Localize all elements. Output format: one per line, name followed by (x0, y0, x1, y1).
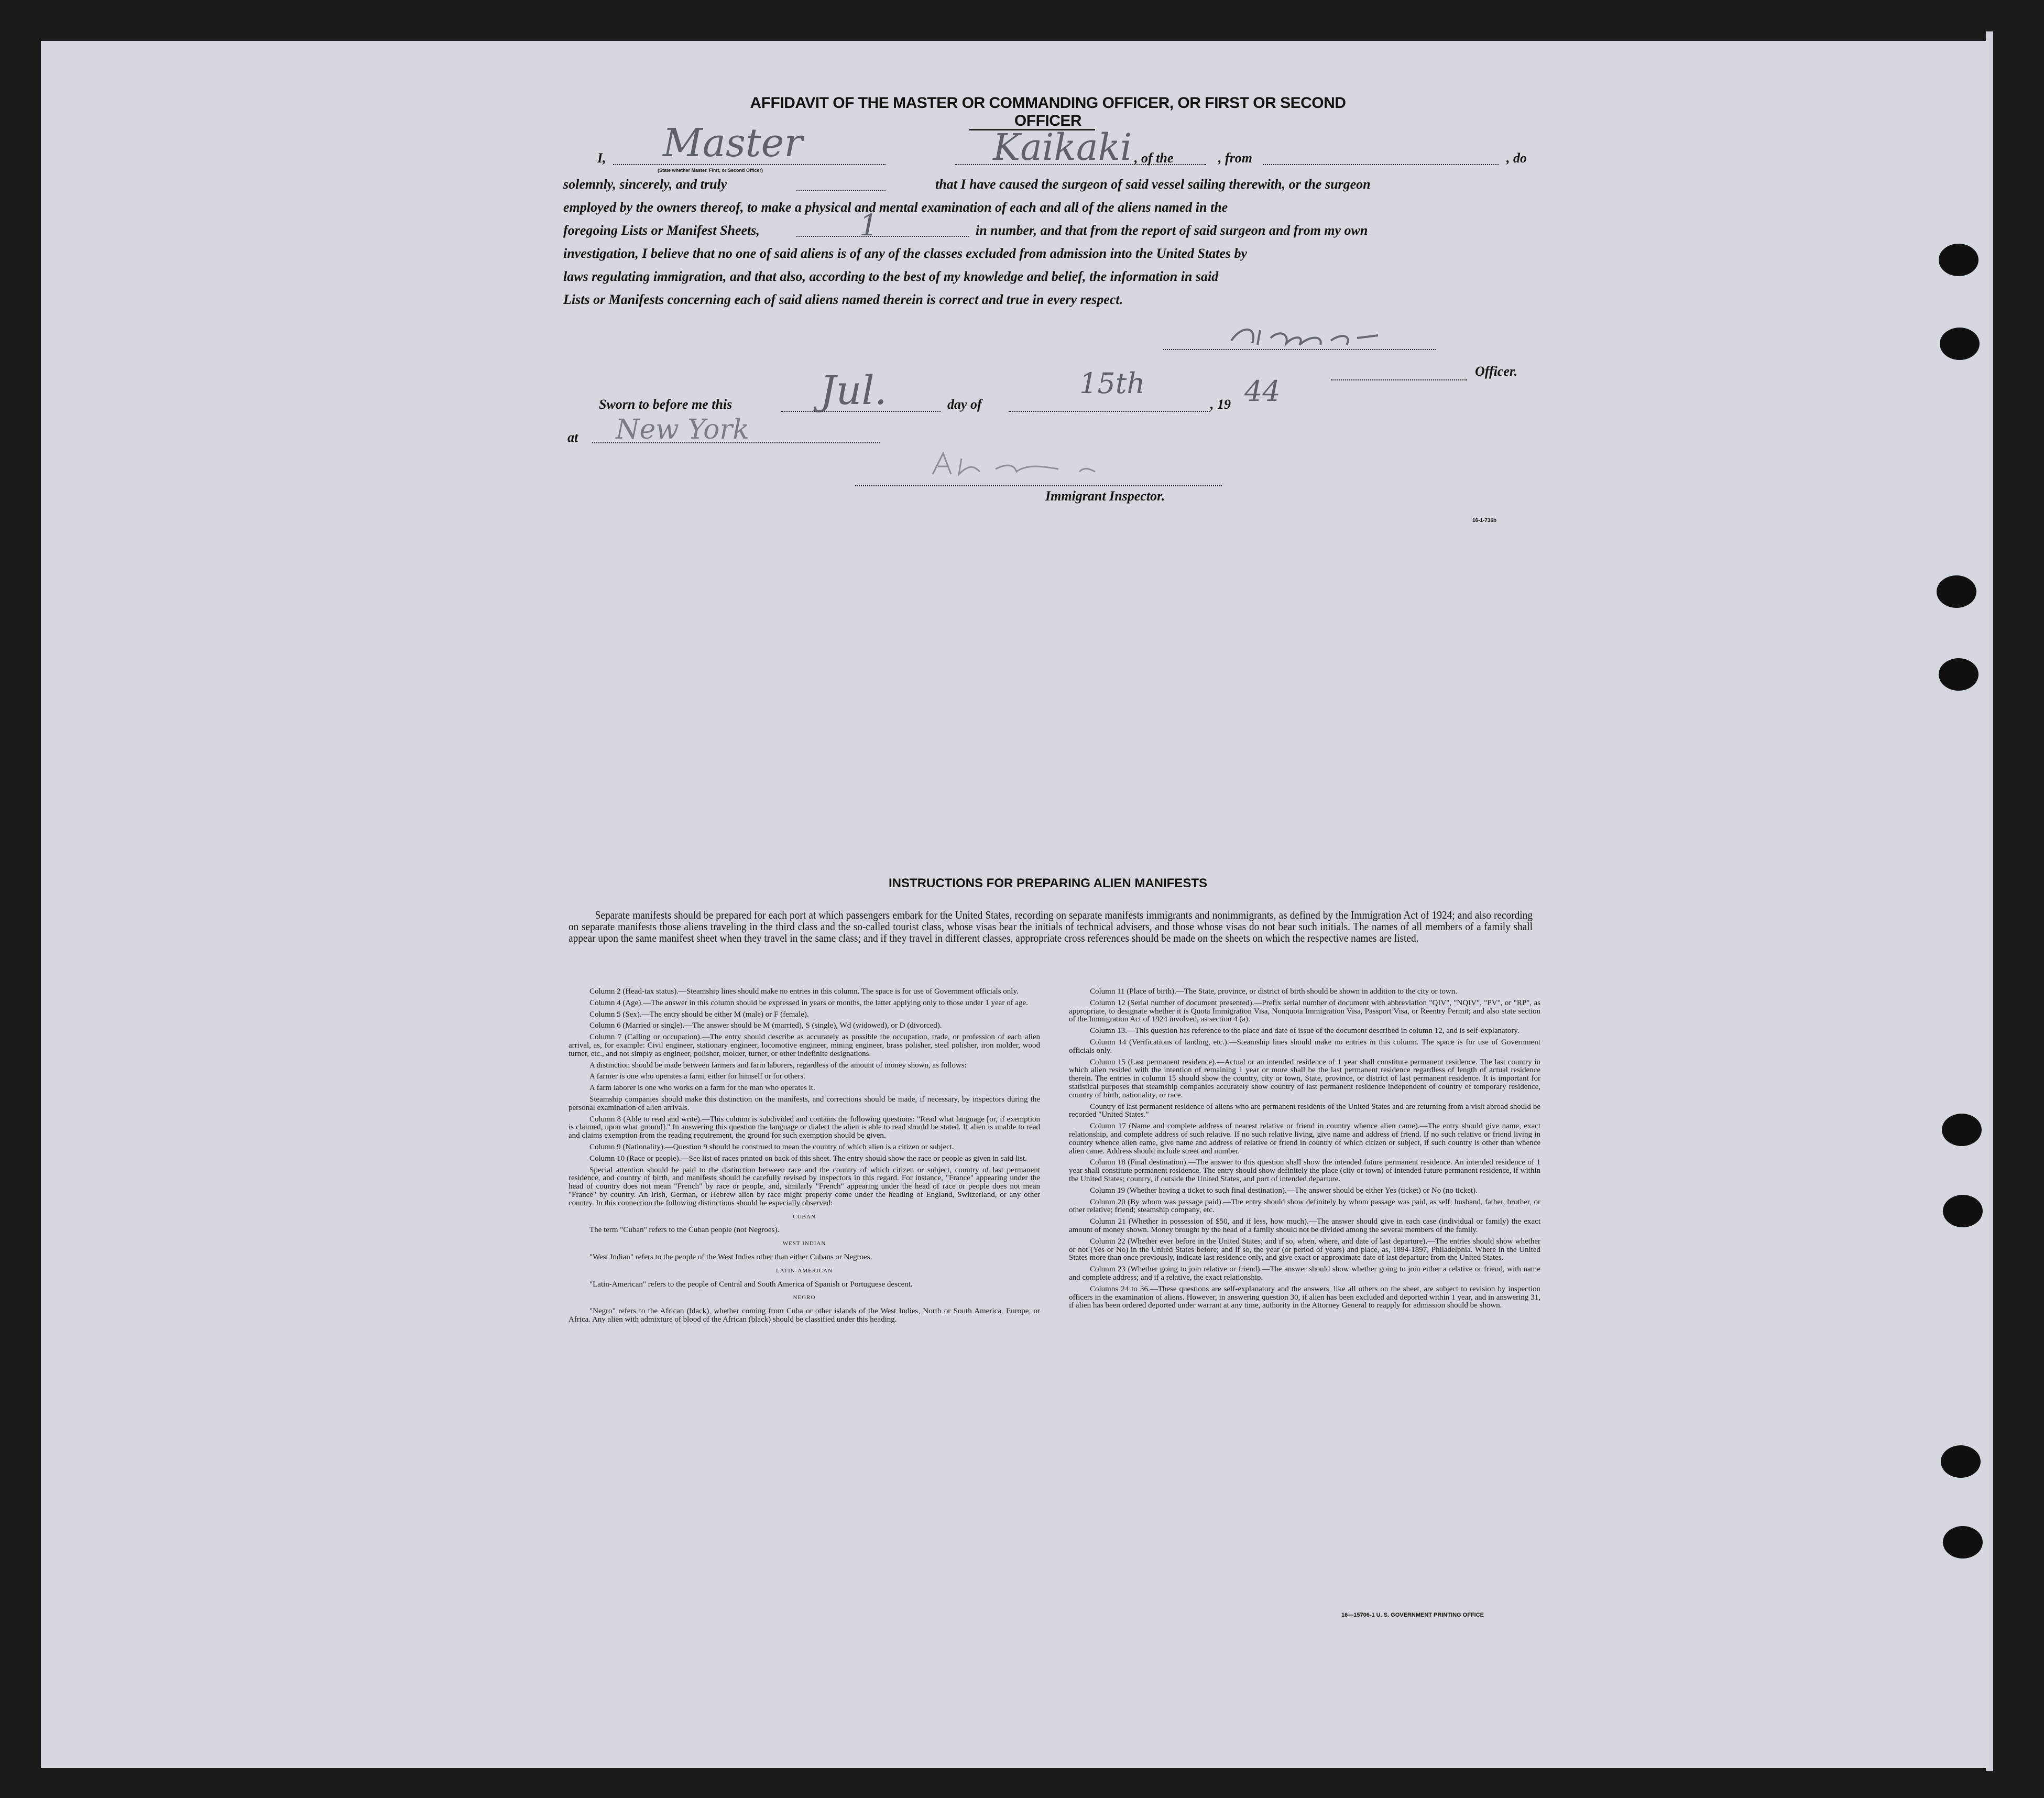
instruction-paragraph: Country of last permanent residence of aliens who are permanent residents of the United States and are returning from a visit abroad should be recorded "United States." (1069, 1102, 1540, 1119)
instruction-paragraph: Column 8 (Able to read and write).—This column is subdivided and contains the following questions: "Read what language [or, if exemption is claimed, upon what ground]." In answering this question the language or dialect the alien is able to read should be stated. If alien is unable to read and claims exemption from the reading requirement, the ground for such exemption should be given. (569, 1115, 1040, 1140)
line2-end: that I have caused the surgeon of said vessel sailing therewith, or the surgeon (935, 177, 1371, 192)
instruction-paragraph: Column 19 (Whether having a ticket to such final destination).—The answer should be either Yes (ticket) or No (no ticket). (1090, 1186, 1478, 1195)
instruction-paragraph: Column 11 (Place of birth).—The State, province, or district of birth should be shown in addition to the city or town. (1090, 987, 1457, 996)
instruction-paragraph: Column 22 (Whether ever before in the United States; and if so, when, where, and date of last departure).—The entries should show whether or not (Yes or No) in the United States before; and if so, the year (or period of years) and place, as, 1894-1897, Philadelphia. Where in the United States more than once previously, indicate last residence only, and give exact or approximate date of last departure from the United States. (1069, 1237, 1540, 1262)
instruction-paragraph: Column 14 (Verifications of landing, etc.).—Steamship lines should make no entries in this column. The space is for use of Government officials only. (1069, 1038, 1540, 1055)
vessel-handwritten: Kaikaki (993, 126, 1132, 169)
punch-hole (1937, 575, 1976, 608)
instructions-intro (569, 909, 1533, 944)
rank-caption: (State whether Master, First, or Second Officer) (658, 168, 763, 173)
instruction-paragraph: Column 12 (Serial number of document presented).—Prefix serial number of document with abbreviation "QIV", "NQIV", "PV", or "RP", as appropriate, to designate whether it is Quota Immigration Visa, Nonquota Immigration Visa, Passport Visa, or Reentry Permit; and also state section of the Immigration Act of 1924 involved, as section 4 (a). (1069, 998, 1540, 1024)
sworn-day-handwritten: Jul. (820, 367, 887, 413)
instruction-paragraph: Column 6 (Married or single).—The answer should be M (married), S (single), Wd (widowed), or D (divorced). (589, 1021, 942, 1030)
from-line (1263, 164, 1499, 165)
inspector-signature (922, 448, 1163, 485)
section-heading: LATIN-AMERICAN (775, 1267, 833, 1274)
affidavit-line-5: investigation, I believe that no one of said aliens is of any of the classes excluded from admission into the United States by (563, 246, 1248, 261)
instruction-paragraph: Column 21 (Whether in possession of $50, and if less, how much).—The answer should give in each case (individual or family) the exact amount of money shown. Money brought by the head of a family should not be divided among the several members of the family. (1069, 1217, 1540, 1234)
affidavit-line-7: Lists or Manifests concerning each of said aliens named therein is correct and true in every respect. (563, 292, 1123, 307)
title-underline (969, 129, 1095, 130)
instruction-paragraph: A distinction should be made between farmers and farm laborers, regardless of the amount of money shown, as follows: (589, 1061, 967, 1070)
section-heading: NEGRO (793, 1294, 816, 1301)
instruction-paragraph: Column 5 (Sex).—The entry should be either M (male) or F (female). (589, 1010, 809, 1019)
officer-signature (1221, 320, 1441, 351)
year-prefix: , 19 (1210, 397, 1231, 412)
of-the-label: , of the (1134, 150, 1174, 166)
instruction-paragraph: Column 13.—This question has reference to the place and date of issue of the document described in column 12, and is self-explanatory. (1090, 1027, 1520, 1036)
instructions-left-column (569, 988, 1040, 1327)
instruction-paragraph: Column 10 (Race or people).—See list of races printed on back of this sheet. The entry should show the race or people as given in said list. (589, 1154, 1027, 1163)
year-handwritten: 44 (1244, 375, 1281, 408)
punch-hole (1939, 658, 1979, 691)
instruction-paragraph: A farm laborer is one who works on a farm for the man who operates it. (589, 1084, 815, 1093)
instruction-paragraph: "Latin-American" refers to the people of Central and South America of Spanish or Portuguese descent. (589, 1280, 913, 1289)
instruction-paragraph: "West Indian" refers to the people of the West Indies other than either Cubans or Negroes. (589, 1252, 872, 1261)
instruction-paragraph: Steamship companies should make this distinction on the manifests, and corrections should be made, if necessary, by inspectors during the personal examination of alien arrivals. (569, 1095, 1040, 1112)
section-heading: WEST INDIAN (782, 1240, 826, 1247)
line4-end: in number, and that from the report of said surgeon and from my own (976, 223, 1368, 238)
instruction-paragraph: Column 4 (Age).—The answer in this column should be expressed in years or months, the latter applying only to those under 1 year of age. (589, 998, 1028, 1007)
sworn-label: Sworn to before me this (599, 397, 733, 412)
instruction-paragraph: A farmer is one who operates a farm, either for himself or for others. (589, 1072, 805, 1081)
punch-hole (1939, 244, 1979, 276)
instruction-paragraph: Column 15 (Last permanent residence).—Actual or an intended residence of 1 year shall constitute permanent residence. The last country in which alien resided with the intention of remaining 1 year or more shall be the last permanent residence regardless of length of actual residence therein. The entries in column 15 should show the country, city or town, State, province, or district of last permanent residence. It is important for statistical purposes that steamship companies accurately show country of last permanent residence independent of country of temporary residence, country of birth, nationality, or race. (1069, 1058, 1540, 1099)
instructions-title: INSTRUCTIONS FOR PREPARING ALIEN MANIFESTS (888, 876, 1207, 890)
intro-text: Separate manifests should be prepared for each port at which passengers embark for the United States, recording on separate manifests immigrants and nonimmigrants, as defined by the Immigration Act of 1924; and also recording on separate manifests those aliens traveling in the third class and the so-called tourist class, whose visas bear the initials of technical advisers, and those whose visas do not bear such initials. The names of all members of a family shall appear upon the same manifest sheet when they travel in the same class; and if they travel in different classes, appropriate cross references should be made on the sheets on which the respective names are listed. (569, 909, 1533, 944)
section-heading: CUBAN (793, 1213, 816, 1220)
rank-handwritten: Master (663, 121, 803, 166)
officer-label: Officer. (1475, 364, 1518, 379)
place-handwritten: New York (616, 414, 749, 445)
instruction-paragraph: Column 7 (Calling or occupation).—The entry should describe as accurately as possible the occupation, trade, or profession of each alien arrival, as, for example: Civil engineer, stationary engineer, locomotive engineer, mining engineer, brass polisher, steel polisher, iron molder, wood turner, etc., and not simply as engineer, polisher, molder, turner, or other indefinite designations. (569, 1033, 1040, 1058)
sheets-line (796, 236, 969, 237)
sworn-month-line (1009, 411, 1210, 412)
day-of-label: day of (947, 397, 982, 412)
affidavit-line-4 (563, 223, 1533, 238)
affidavit-line-3: employed by the owners thereof, to make a physical and mental examination of each and all of the aliens named in the (563, 200, 1228, 215)
signature-line (1163, 349, 1436, 350)
from-label: , from (1218, 150, 1252, 166)
printing-office-code: 16—15706-1 U. S. GOVERNMENT PRINTING OFFICE (1341, 1612, 1484, 1618)
affidavit-title: AFFIDAVIT OF THE MASTER OR COMMANDING OFFICER, OR FIRST OR SECOND OFFICER (750, 94, 1346, 129)
line4-start: foregoing Lists or Manifest Sheets, (563, 223, 760, 238)
do-label: , do (1506, 150, 1527, 166)
punch-hole (1943, 1526, 1983, 1559)
punch-hole (1940, 328, 1980, 360)
instruction-paragraph: Column 18 (Final destination).—The answer to this question shall show the intended future permanent residence. An intended residence of 1 year shall constitute permanent residence. The entry should show definitely the place (city or town) of intended future permanent residence, if within the United States; country, if outside the United States, and port of intended departure. (1069, 1158, 1540, 1183)
affidavit-line-2 (563, 177, 1533, 192)
line2-start: solemnly, sincerely, and truly (563, 177, 727, 192)
instruction-paragraph: Column 17 (Name and complete address of nearest relative or friend in country whence alien came).—The entry should give name, exact relationship, and complete address of such relative. If no such relative living, give name and address of friend. If no such relative or friend living in country whence alien came, give name and address of relative or friend in country of which citizen or subject, if such country is other than whence alien came. Address should include street and number. (1069, 1122, 1540, 1156)
instruction-paragraph: Column 9 (Nationality).—Question 9 should be construed to mean the country of which alien is a citizen or subject. (589, 1142, 954, 1151)
sworn-month-handwritten: 15th (1079, 367, 1145, 400)
i-label: I, (597, 150, 606, 166)
sheets-handwritten: 1 (859, 209, 878, 243)
instruction-paragraph: Special attention should be paid to the distinction between race and the country of which citizen or subject, country of last permanent residence, and country of birth, and manifests should be carefully revised by inspectors in this regard. For instance, "France" appearing under the head of country does not mean "French" by race or people, and, similarly "French" appearing under the head of race or people does not mean "France" by country. An Irish, German, or Hebrew alien by race might properly come under the heading of England, Switzerland, or any other country. In this connection the following distinctions should be especially observed: (569, 1165, 1040, 1207)
at-label: at (567, 430, 578, 445)
punch-hole (1941, 1445, 1981, 1478)
inspector-line (855, 485, 1222, 486)
instruction-paragraph: Column 20 (By whom was passage paid).—The entry should show definitely by whom passage was paid, as self; husband, father, brother, or other relative; friend; steamship company, etc. (1069, 1197, 1540, 1215)
punch-hole (1942, 1114, 1982, 1146)
form-code: 16-1-736b (1472, 518, 1497, 524)
affidavit-line-6: laws regulating immigration, and that also, according to the best of my knowledge and belief, the information in said (563, 269, 1219, 284)
instruction-paragraph: The term "Cuban" refers to the Cuban people (not Negroes). (589, 1226, 780, 1235)
punch-hole (1943, 1195, 1983, 1227)
inspector-label: Immigrant Inspector. (1045, 488, 1165, 504)
officer-line (1331, 379, 1467, 380)
instruction-paragraph: Columns 24 to 36.—These questions are self-explanatory and the answers, like all others on the sheet, are subject to revision by inspection officers in the examination of aliens. However, in answering question 30, if alien has been excluded and deported within 1 year, and in answering 31, if alien has been ordered deported under warrant at any time, authority in the Attorney General to reapply for admission should be shown. (1069, 1284, 1540, 1310)
instructions-right-column (1069, 988, 1540, 1313)
instruction-paragraph: Column 2 (Head-tax status).—Steamship lines should make no entries in this column. The space is for use of Government officials only. (589, 987, 1019, 996)
instruction-paragraph: Column 23 (Whether going to join relative or friend).—The answer should show whether going to join either a relative or friend, with name and complete address; and if a relative, the exact relationship. (1069, 1265, 1540, 1282)
instruction-paragraph: "Negro" refers to the African (black), whether coming from Cuba or other islands of the West Indies, North or South America, Europe, or Africa. Any alien with admixture of blood of the African (black) should be classified under this heading. (569, 1307, 1040, 1324)
truly-line (796, 190, 886, 191)
